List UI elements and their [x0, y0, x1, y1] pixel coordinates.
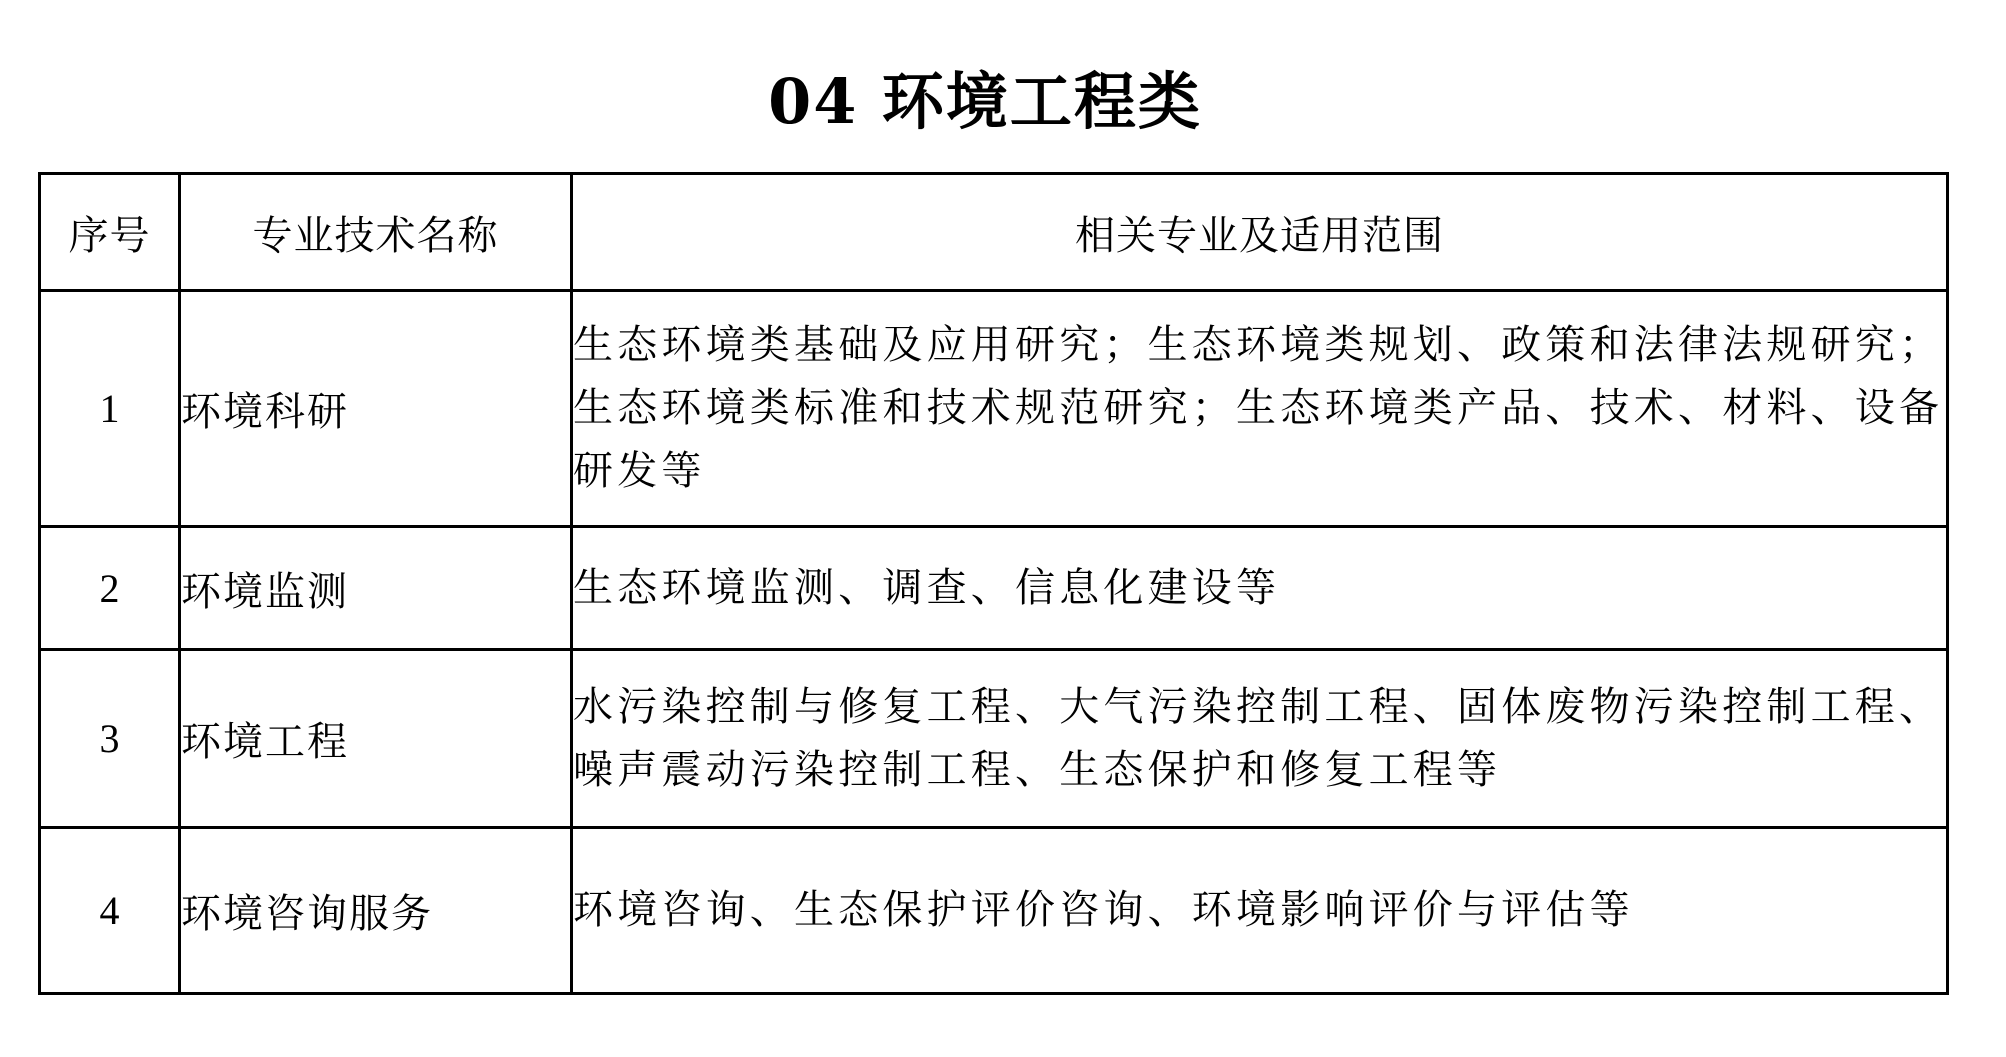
row-index: 2 — [40, 527, 180, 650]
table-row — [40, 650, 1948, 828]
table-row — [40, 527, 1948, 650]
row-name: 环境工程 — [180, 650, 572, 828]
header-index: 序号 — [40, 174, 180, 291]
row-name: 环境监测 — [180, 527, 572, 650]
row-index: 4 — [40, 828, 180, 994]
row-scope: 生态环境监测、调查、信息化建设等 — [572, 527, 1948, 650]
row-name: 环境科研 — [180, 291, 572, 527]
table-row — [40, 828, 1948, 994]
row-scope: 水污染控制与修复工程、大气污染控制工程、固体废物污染控制工程、噪声震动污染控制工程、生态保护和修复工程等 — [572, 650, 1948, 828]
header-name: 专业技术名称 — [180, 174, 572, 291]
row-scope: 环境咨询、生态保护评价咨询、环境影响评价与评估等 — [572, 828, 1948, 994]
page-title: 04 环境工程类 — [768, 65, 1202, 138]
header-scope: 相关专业及适用范围 — [572, 174, 1948, 291]
row-index: 3 — [40, 650, 180, 828]
row-index: 1 — [40, 291, 180, 527]
table-header-row — [40, 174, 1948, 291]
row-scope: 生态环境类基础及应用研究；生态环境类规划、政策和法律法规研究；生态环境类标准和技术规范研究；生态环境类产品、技术、材料、设备研发等 — [572, 291, 1948, 527]
specialty-table — [38, 172, 1949, 995]
table-row — [40, 291, 1948, 527]
row-name: 环境咨询服务 — [180, 828, 572, 994]
